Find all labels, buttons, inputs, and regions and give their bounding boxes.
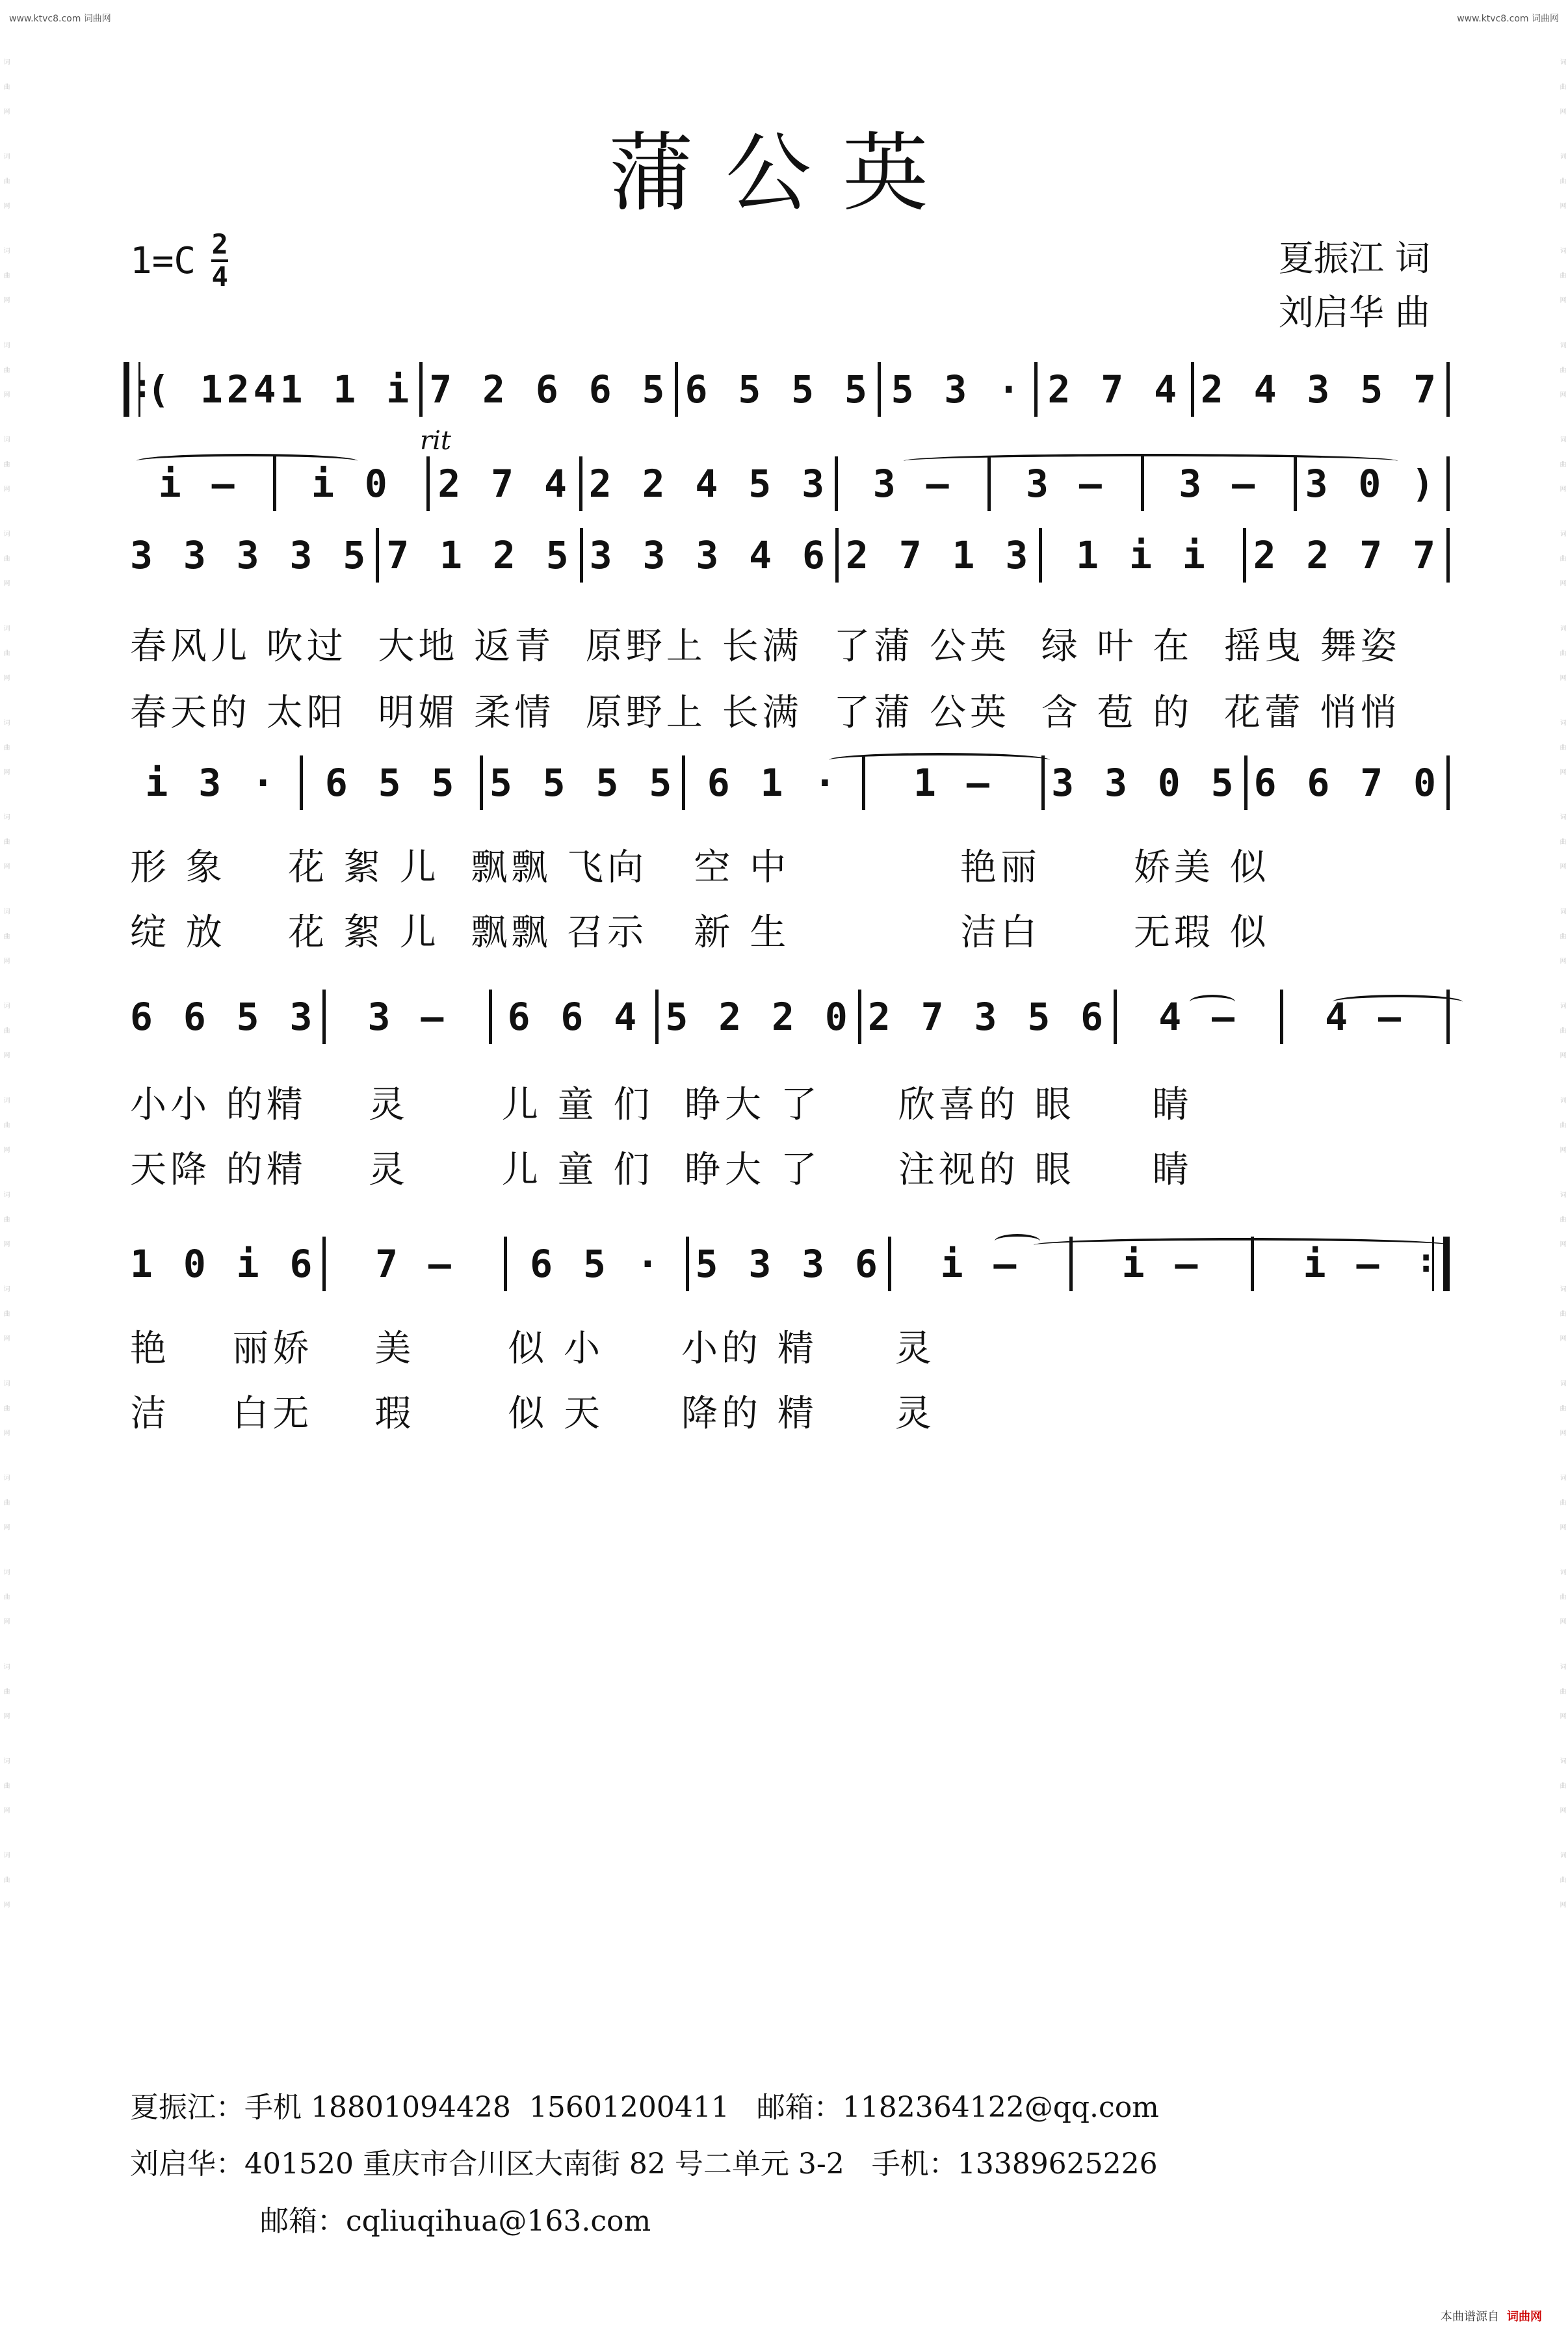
score-system-5 — [124, 982, 1450, 1196]
side-watermark-right: 词曲网 词曲网 词曲网 词曲网 词曲网 词曲网 词曲网 词曲网 词曲网 词曲网 词曲网 词曲网 词曲网 词曲网 词曲网 词曲网 词曲网 词曲网 词曲网 词曲网 — [1558, 59, 1565, 1926]
measure: 3 0 ) — [1305, 462, 1439, 506]
lyricist-credit: 夏振江 词 — [1278, 238, 1430, 279]
site-watermark-right: www.ktvc8.com 词曲网 — [1457, 14, 1559, 24]
key-label: 1=C — [130, 239, 196, 282]
repeat-end-barline — [1432, 1237, 1450, 1291]
measure: ( 1241 1 i — [147, 367, 413, 412]
time-top: 2 — [211, 228, 228, 260]
repeat-start-barline — [124, 362, 140, 417]
measure: i – — [1121, 1242, 1202, 1286]
lyric-verse-1: 小小 的精 灵 儿 童 们 睁大 了 欣喜的 眼 睛 — [130, 1084, 1193, 1126]
notes-row — [124, 449, 1450, 520]
measure: 2 7 4 — [438, 462, 571, 506]
footer-source — [1441, 2307, 1542, 2324]
measure: 2 7 4 — [1047, 367, 1181, 412]
composer-credit: 刘启华 曲 — [1278, 292, 1430, 333]
measure: 3 – — [1179, 462, 1259, 506]
time-signature — [211, 228, 228, 293]
measure: 5 3 3 6 — [695, 1242, 882, 1286]
time-bottom: 4 — [211, 261, 228, 293]
lyric-verse-1: 艳 丽娇 美 似 小 小的 精 灵 — [130, 1328, 935, 1370]
score-system-6 — [124, 1229, 1450, 1443]
measure: 6 1 · — [707, 761, 841, 805]
site-watermark-left: www.ktvc8.com 词曲网 — [9, 14, 111, 24]
measure: 7 2 6 6 5 — [429, 367, 669, 412]
footer-source-text: 本曲谱源自 — [1441, 2310, 1499, 2324]
ritardando-mark: rit — [420, 426, 451, 456]
measure: 3 – — [1026, 462, 1106, 506]
measure: 6 5 · — [530, 1242, 663, 1286]
measure: 2 2 7 7 — [1253, 533, 1440, 577]
measure: 2 7 3 5 6 — [867, 995, 1108, 1039]
barline — [1446, 362, 1450, 417]
lyric-verse-2: 天降 的精 灵 儿 童 们 睁大 了 注视的 眼 睛 — [130, 1149, 1193, 1191]
song-title: 蒲公英 — [608, 124, 960, 224]
contact-lyricist: 夏振江：手机 18801094428 15601200411 邮箱：1182364122@qq.com — [130, 2091, 1159, 2124]
contact-composer-email: 邮箱：cqliuqihua@163.com — [260, 2205, 651, 2238]
measure: 6 6 5 3 — [130, 995, 317, 1039]
measure: 5 2 2 0 — [665, 995, 852, 1039]
measure: 3 – — [367, 995, 448, 1039]
measure: 3 3 3 3 5 — [130, 533, 370, 577]
measure: 5 3 · — [891, 367, 1025, 412]
lyric-verse-1: 春风儿 吹过 大地 返青 原野上 长满 了蒲 公英 绿 叶 在 摇曳 舞姿 — [130, 625, 1401, 668]
measure: 7 – — [375, 1242, 455, 1286]
measure: 2 4 3 5 7 — [1200, 367, 1441, 412]
measure: 1 – — [913, 761, 993, 805]
lyric-verse-1: 形 象 花 絮 儿 飘飘 飞向 空 中 艳丽 娇美 似 — [130, 846, 1270, 889]
barline — [1446, 456, 1450, 511]
measure: 4 – — [1325, 995, 1405, 1039]
measure: i – — [158, 462, 239, 506]
measure: 5 5 5 5 — [489, 761, 676, 805]
barline — [1446, 755, 1450, 810]
measure: i – — [940, 1242, 1021, 1286]
measure: 6 6 7 0 — [1253, 761, 1440, 805]
notes-row — [124, 748, 1450, 819]
measure: 3 3 3 4 6 — [589, 533, 829, 577]
lyric-verse-2: 绽 放 花 絮 儿 飘飘 召示 新 生 洁白 无瑕 似 — [130, 912, 1270, 954]
footer-brand-logo: 词曲网 — [1507, 2310, 1542, 2324]
measure: i 0 — [311, 462, 391, 506]
score-system-4 — [124, 748, 1450, 962]
lyric-verse-2: 春天的 太阳 明媚 柔情 原野上 长满 了蒲 公英 含 苞 的 花蕾 悄悄 — [130, 692, 1401, 734]
measure: i 3 · — [145, 761, 279, 805]
measure: 6 5 5 — [324, 761, 458, 805]
measure: 3 – — [872, 462, 953, 506]
lyric-verse-2: 洁 白无 瑕 似 天 降的 精 灵 — [130, 1393, 935, 1435]
contact-composer: 刘启华：401520 重庆市合川区大南街 82 号二单元 3-2 手机：13389625226 — [130, 2147, 1158, 2181]
measure: 1 0 i 6 — [130, 1242, 317, 1286]
barline — [1446, 528, 1450, 583]
key-signature — [130, 228, 228, 293]
measure: 6 5 5 5 — [685, 367, 871, 412]
measure: 2 7 1 3 — [845, 533, 1032, 577]
measure: 4 – — [1158, 995, 1238, 1039]
notes-row — [124, 354, 1450, 426]
score-system-3 — [124, 520, 1450, 735]
notes-row — [124, 520, 1450, 592]
measure: 1 i i — [1076, 533, 1209, 577]
measure: 2 2 4 5 3 — [588, 462, 829, 506]
measure: 6 6 4 — [507, 995, 641, 1039]
side-watermark-left: 词曲网 词曲网 词曲网 词曲网 词曲网 词曲网 词曲网 词曲网 词曲网 词曲网 词曲网 词曲网 词曲网 词曲网 词曲网 词曲网 词曲网 词曲网 词曲网 词曲网 — [2, 59, 9, 1926]
notes-row — [124, 1229, 1450, 1300]
measure: 7 1 2 5 — [386, 533, 573, 577]
notes-row — [124, 982, 1450, 1053]
barline — [1446, 990, 1450, 1044]
measure: 3 3 0 5 — [1051, 761, 1238, 805]
measure: i – — [1303, 1242, 1383, 1286]
